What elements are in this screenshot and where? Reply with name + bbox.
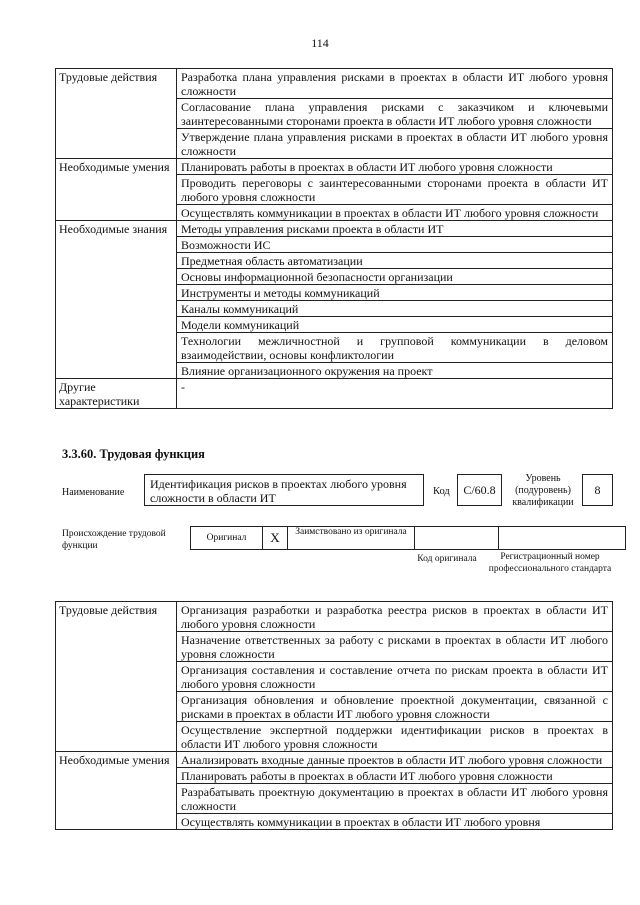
row-header: Необходимые умения bbox=[56, 752, 177, 830]
table-cell: Анализировать входные данные проектов в области ИТ любого уровня сложности bbox=[177, 752, 613, 768]
row-header: Другие характеристики bbox=[56, 379, 177, 409]
table-row bbox=[56, 602, 613, 632]
row-header: Необходимые знания bbox=[56, 221, 177, 379]
table-cell: Методы управления рисками проекта в области ИТ bbox=[177, 221, 613, 237]
table-cell: Разрабатывать проектную документацию в проектах в области ИТ любого уровня сложности bbox=[177, 784, 613, 814]
original-label: Оригинал bbox=[191, 527, 263, 550]
table-cell: - bbox=[177, 379, 613, 409]
row-header: Трудовые действия bbox=[56, 69, 177, 159]
table-cell: Инструменты и методы коммуникаций bbox=[177, 285, 613, 301]
page-number: 114 bbox=[311, 36, 329, 50]
table-row bbox=[56, 379, 613, 409]
original-code-caption: Код оригинала bbox=[417, 554, 477, 564]
table-row bbox=[56, 69, 613, 99]
table-cell: Проводить переговоры с заинтересованными сторонами проекта в области ИТ любого уровня сложности bbox=[177, 175, 613, 205]
table-cell: Предметная область автоматизации bbox=[177, 253, 613, 269]
table-row bbox=[56, 221, 613, 237]
registration-number-caption: Регистрационный номер профессионального стандарта bbox=[488, 552, 612, 574]
table-cell: Каналы коммуникаций bbox=[177, 301, 613, 317]
origin-table bbox=[190, 526, 626, 550]
code-label: Код bbox=[433, 486, 450, 497]
table-cell: Организация обновления и обновление проектной документации, связанной с рисками в проектах в области ИТ любого уровня сложности bbox=[177, 692, 613, 722]
name-label: Наименование bbox=[62, 487, 125, 498]
table-cell: Организация составления и составление отчета по рискам проекта в области ИТ любого уровня сложности bbox=[177, 662, 613, 692]
table-cell: Технологии межличностной и групповой коммуникации в деловом взаимодействии, основы конфликтологии bbox=[177, 333, 613, 363]
qualification-level-label: Уровень (подуровень) квалификации bbox=[512, 473, 574, 508]
table-row bbox=[56, 752, 613, 768]
table-cell: Возможности ИС bbox=[177, 237, 613, 253]
original-code-cell bbox=[415, 527, 499, 550]
table-cell: Осуществление экспертной поддержки идентификации рисков в проектах в области ИТ любого уровня сложности bbox=[177, 722, 613, 752]
function-name-value: Идентификация рисков в проектах любого уровня сложности в области ИТ bbox=[144, 474, 424, 506]
origin-label: Происхождение трудовой функции bbox=[62, 529, 166, 551]
table-cell: Утверждение плана управления рисками в проектах в области ИТ любого уровня сложности bbox=[177, 129, 613, 159]
table-cell: Разработка плана управления рисками в проектах в области ИТ любого уровня сложности bbox=[177, 69, 613, 99]
row-header: Трудовые действия bbox=[56, 602, 177, 752]
table-cell: Согласование плана управления рисками с заказчиком и ключевыми заинтересованными сторонами проекта в области ИТ любого уровня сложности bbox=[177, 99, 613, 129]
table-cell: Осуществлять коммуникации в проектах в области ИТ любого уровня сложности bbox=[177, 205, 613, 221]
function-code-value: C/60.8 bbox=[457, 474, 502, 506]
requirements-table-bottom bbox=[55, 601, 613, 830]
table-cell: Основы информационной безопасности организации bbox=[177, 269, 613, 285]
original-mark: X bbox=[263, 527, 288, 550]
table-row bbox=[56, 159, 613, 175]
table-cell: Осуществлять коммуникации в проектах в области ИТ любого уровня bbox=[177, 814, 613, 830]
table-cell: Влияние организационного окружения на проект bbox=[177, 363, 613, 379]
table-cell: Планировать работы в проектах в области ИТ любого уровня сложности bbox=[177, 768, 613, 784]
table-cell: Организация разработки и разработка реестра рисков в проектах в области ИТ любого уровня сложности bbox=[177, 602, 613, 632]
table-cell: Назначение ответственных за работу с рисками в проектах в области ИТ любого уровня сложности bbox=[177, 632, 613, 662]
section-title: 3.3.60. Трудовая функция bbox=[62, 447, 205, 461]
table-cell: Планировать работы в проектах в области ИТ любого уровня сложности bbox=[177, 159, 613, 175]
requirements-table-top bbox=[55, 68, 613, 409]
registration-number-cell bbox=[499, 527, 626, 550]
qualification-level-value: 8 bbox=[582, 474, 613, 506]
borrowed-label: Заимствовано из оригинала bbox=[288, 527, 415, 550]
table-cell: Модели коммуникаций bbox=[177, 317, 613, 333]
row-header: Необходимые умения bbox=[56, 159, 177, 221]
